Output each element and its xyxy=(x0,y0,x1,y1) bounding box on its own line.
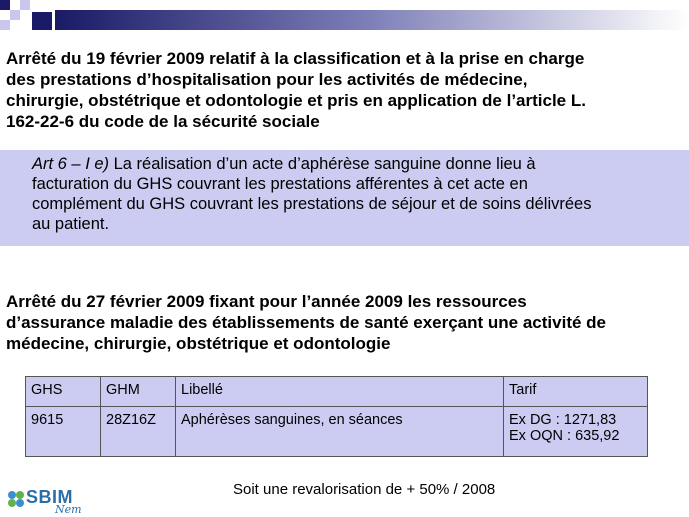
table-row xyxy=(26,407,648,457)
decree-2-line: Arrêté du 27 février 2009 fixant pour l’année 2009 les ressources xyxy=(6,292,527,311)
decree-1-line: 162-22-6 du code de la sécurité sociale xyxy=(6,112,320,131)
tarif-oqn: Ex OQN : 635,92 xyxy=(509,428,620,444)
tarif-dg: Ex DG : 1271,83 xyxy=(509,412,617,428)
header-ghm: GHM xyxy=(101,377,176,407)
decree-1-heading xyxy=(6,48,686,132)
table-header-row xyxy=(26,377,648,407)
article-reference: Art 6 – I e) xyxy=(32,155,110,173)
header-libelle: Libellé xyxy=(176,377,504,407)
logo-text: SBIM xyxy=(26,487,73,507)
decree-2-line: médecine, chirurgie, obstétrique et odontologie xyxy=(6,334,391,353)
logo-script: Nem xyxy=(55,503,82,516)
decree-1-line: des prestations d’hospitalisation pour les activités de médecine, xyxy=(6,70,528,89)
cell-libelle: Aphérèses sanguines, en séances xyxy=(176,407,504,457)
decree-1-line: chirurgie, obstétrique et odontologie et pris en application de l’article L. xyxy=(6,91,586,110)
cell-ghm: 28Z16Z xyxy=(101,407,176,457)
cell-ghs: 9615 xyxy=(26,407,101,457)
revaluation-note: Soit une revalorisation de + 50% / 2008 xyxy=(233,481,496,498)
tariff-table xyxy=(25,376,648,457)
decree-2-heading xyxy=(6,291,686,354)
header-ghs: GHS xyxy=(26,377,101,407)
decree-1-line: Arrêté du 19 février 2009 relatif à la classification et à la prise en charge xyxy=(6,49,585,68)
article-line: au patient. xyxy=(32,215,110,233)
article-panel xyxy=(0,150,689,246)
header-tarif: Tarif xyxy=(504,377,648,407)
decree-2-line: d’assurance maladie des établissements de santé exerçant une activité de xyxy=(6,313,606,332)
header-decoration xyxy=(0,0,689,36)
cell-tarif xyxy=(504,407,648,457)
article-line: complément du GHS couvrant les prestations de séjour et de soins délivrées xyxy=(32,195,592,213)
article-line: La réalisation d’un acte d’aphérèse sanguine donne lieu à xyxy=(109,155,536,173)
article-line: facturation du GHS couvrant les prestations afférentes à cet acte en xyxy=(32,175,528,193)
article-text xyxy=(32,154,682,234)
